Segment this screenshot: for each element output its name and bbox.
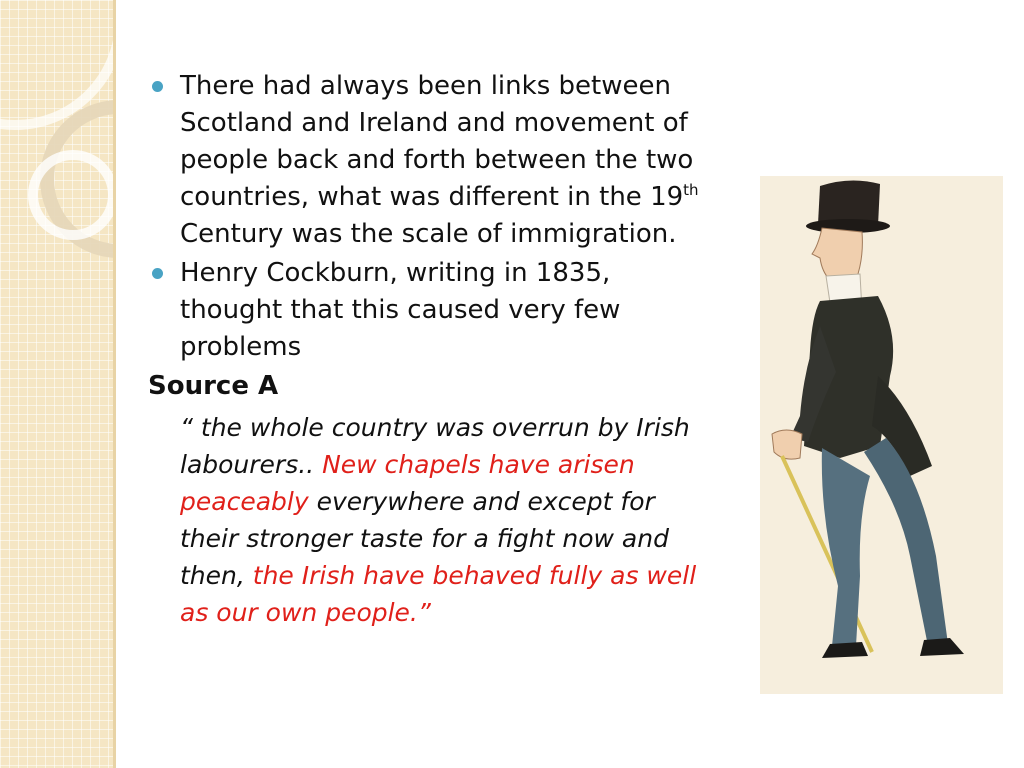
superscript: th (683, 181, 699, 199)
bullet-item (148, 68, 718, 253)
bullet-text-continued: Century was the scale of immigration. (180, 219, 677, 249)
portrait-svg (760, 176, 1003, 694)
decorative-sidebar (0, 0, 113, 768)
quote-text: everywhere and except for their stronger taste for a fight now and then, (180, 487, 669, 590)
bullet-icon (152, 268, 163, 279)
decorative-circle (28, 150, 113, 240)
quote-highlight: New chapels have arisen peaceably (180, 450, 635, 516)
bullet-item (148, 255, 718, 366)
man-in-top-hat-illustration (760, 176, 1003, 694)
source-heading: Source A (148, 371, 279, 401)
quote-text: “ the whole country was overrun by Irish labourers.. (180, 413, 690, 479)
quote-highlight: the Irish have behaved fully as well as our own people.” (180, 561, 697, 627)
bullet-list (148, 68, 718, 366)
bullet-text: Henry Cockburn, writing in 1835, thought that this caused very few problems (180, 258, 621, 362)
sidebar-edge (113, 0, 116, 768)
bullet-text: There had always been links between Scotland and Ireland and movement of people back and forth between the two countries, what was different in the 19 (180, 71, 694, 212)
bullet-icon (152, 81, 163, 92)
slide-content (148, 68, 718, 631)
source-quote (148, 409, 718, 631)
